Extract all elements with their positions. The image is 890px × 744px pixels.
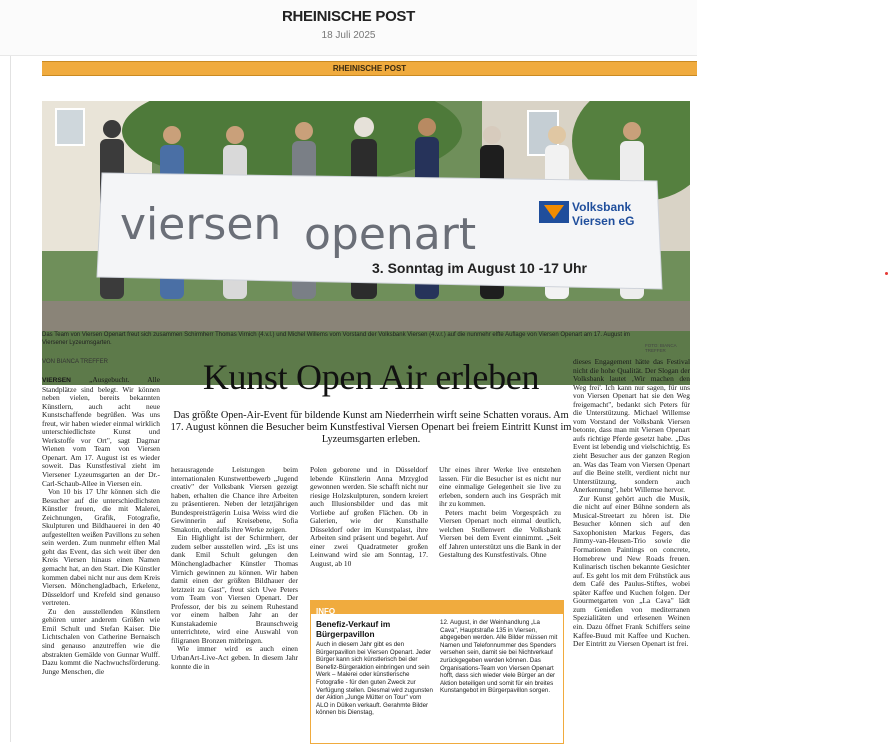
sponsor-line-1: Volksbank bbox=[572, 200, 632, 214]
paragraph: Ein Highlight ist der Schirmherr, der zudem selber ausstellen wird. „Es ist uns dank Emil Schult gelungen den Mönchengladbacher Künstler Thomas Virnich gewinnen zu können. Wir haben damit einen der größten Bildhauer der letztzeit zu Gast", freut sich Uwe Peters vom Team von Viersen Openart. Der Professor, der bis zu seinem Ruhestand vor einem halben Jahr an der Kunstakademie Braunschweig unterrichtete, wird eine Auswahl von filigranen Bronzen mitbringen. bbox=[171, 533, 298, 645]
section-banner-label: RHEINISCHE POST bbox=[332, 64, 407, 73]
newspaper-page bbox=[10, 56, 697, 742]
masthead[interactable]: RHEINISCHE POST bbox=[281, 8, 416, 25]
article-column-1: VIERSEN „Ausgebucht. Alle Standplätze sind belegt. Wir können neben vielen, bereits bekannten Künstlern, auch acht neue Kunstschaffende begrüßen. Was uns freut, wir haben wieder einmal wirklich unterschiedlichste Kunst und Werkstoffe vor Ort", sagt Dagmar Wienen vom Team von Viersen Openart. Am 17. August ist es wieder soweit. Das Kunstfestival zieht im Viersener Lyzeumsgarten an der Dr.-Carl-Schaub-Allee in Viersen ein. Von 10 bis 17 Uhr können sich die Besucher auf die unterschiedlichsten Künstler freuen, die mit Malerei, Zeichnungen, Grafik, Fotografie, Skulpturen und Bildhauerei in den 40 aufgestellten weißen Pavillons zu sehen sein werden. Zum nunmehr elften Mal geht das Event, das sich weit über den Kreis Viersen hinaus einen Namen gemacht hat, an den Start. Die Künstler kommen dabei nicht nur aus dem Kreis Viersen. Mönchengladbach, Erkelenz, Düsseldorf und Krefeld sind genauso vertreten. Zu den ausstellenden Künstlern gehören unter anderem Größen wie Emil Schult und Stefan Kaiser. Die Lichtschalen von Catherine Bernaisch sind genauso anzutreffen wie die abstrakten Gemälde von Gunnar Wulff. Dazu kommt die Nachwuchsförderung. Junge Menschen, die bbox=[42, 376, 160, 676]
paragraph: Peters macht beim Vorgespräch zu Viersen Openart noch einmal deutlich, welchen Stellenwert die Volksbank Viersen bei dem Event einnimmt. „Seit elf Jahren unterstützt uns die Bank in der Gestaltung des Kunstfestivals. Ohne bbox=[439, 507, 561, 560]
paragraph: Zu den ausstellenden Künstlern gehören unter anderem Größen wie Emil Schult und Stefan Kaiser. Die Lichtschalen von Catherine Bernaisch sind genauso anzutreffen wie die abstrakten Gemälde von Gunnar Wulff. Dazu kommt die Nachwuchsförderung. Junge Menschen, die bbox=[42, 606, 160, 676]
article-teaser: Das größte Open-Air-Event für bildende Kunst am Niederrhein wirft seine Schatten voraus. Am 17. August können die Besucher beim Kunstfestival Viersen Openart bei freiem Eintritt Kunst im Lyzeumsgarten erleben. bbox=[170, 410, 572, 445]
photo-credit: FOTO: BIANCA TREFFER bbox=[645, 343, 677, 353]
paragraph: Von 10 bis 17 Uhr können sich die Besucher auf die unterschiedlichsten Künstler freuen, die mit Malerei, Zeichnungen, Grafik, Fotografie, Skulpturen und Bildhauerei in den 40 aufgestellten weißen Pavillons zu sehen sein werden. Zum nunmehr elften Mal geht das Event, das sich weit über den Kreis Viersen hinaus einen Namen gemacht hat, an den Start. Die Künstler kommen dabei nicht nur aus dem Kreis Viersen. Mönchengladbach, Erkelenz, Düsseldorf und Krefeld sind genauso vertreten. bbox=[42, 487, 160, 608]
paragraph: Wie immer wird es auch einen UrbanArt-Live-Act geben. In diesem Jahr konnte die in bbox=[171, 644, 298, 671]
paragraph: herausragende Leistungen beim internationalen Kunstwettbewerb „Jugend creativ" der Volksbank Viersen gezeigt haben, erhalten die Chance ihre Arbeiten zu präsentieren. Neben der letztjährigen Bundespreisträgerin Luisa Weiss wird die Gewinnerin auf Kreisebene, Sofia Smakotin, ebenfalls ihre Werke zeigen. bbox=[171, 466, 298, 534]
banner-word-2: openart bbox=[304, 209, 477, 260]
paragraph: dieses Engagement hätte das Festival nicht die hohe Qualität. Der Slogan der Volksbank lautet ‚Wir machen den Weg frei'. Ich kann nur sagen, für uns von Viersen Openart hat sie den Weg freigemacht", bedankt sich Peters für die Unterstützung. Michael Willemse vom Vorstand der Volksbank Viersen betonte, dass man mit Viersen Openart aufs richtige Pferde gesetzt habe. „Das Event ist lebendig und vielschichtig. Es zieht Besucher aus der ganzen Region an. Was das Team von Viersen Openart auf die Beine stellt, verdient nicht nur Unterstützung, sondern auch Anerkennung", hebt Willemse hervor. bbox=[573, 358, 690, 495]
article-column-2 bbox=[171, 466, 298, 742]
article-column-3 bbox=[310, 466, 428, 596]
banner-date-line: 3. Sonntag im August 10 -17 Uhr bbox=[372, 260, 587, 276]
banner-word-1: viersen bbox=[120, 199, 282, 250]
dateline: VIERSEN bbox=[42, 377, 71, 384]
paragraph: Polen geborene und in Düsseldorf lebende Künstlerin Anna Mrzyglod gewonnen werden. Sie schafft nicht nur riesige Holzskulpturen, sondern kreiert auch Illusionsbilder und das mit Vorliebe auf großen Flächen. Ob in Galerien, wie der Kunsthalle Düsseldorf oder im Kunstpalast, ihre Arbeiten sind präsent und begehrt. Auf einer zwei Quadratmeter großen Leinwand wird sie am Sonntag, 17. August, ab 10 bbox=[310, 466, 428, 569]
red-marker-icon bbox=[885, 272, 888, 275]
issue-date: 18 Juli 2025 bbox=[321, 30, 376, 41]
photo-illustration bbox=[42, 101, 690, 331]
byline: VON BIANCA TREFFER bbox=[42, 359, 108, 365]
sponsor-line-2: Viersen eG bbox=[572, 214, 635, 228]
article-column-4 bbox=[439, 466, 561, 596]
paragraph: Uhr eines ihrer Werke live entstehen lassen. Für die Besucher ist es nicht nur eine einmalige Gelegenheit sie live zu erleben, sondern auch ins Gespräch mit ihr zu kommen. bbox=[439, 466, 561, 509]
reader-topbar bbox=[0, 0, 697, 56]
article-column-5 bbox=[573, 358, 690, 742]
paragraph: Zur Kunst gehört auch die Musik, die nicht auf einer Bühne sondern als Musical-Streetart zu hören ist. Die Besucher können sich auf den Saxophonisten Markus Fegers, das Jimmy-van-Heusen-Trio sowie die Formationen Paintings on concrete, Homebrew und New Roads freuen. Kulinarisch tischen bekannte Gesichter auf. Es geht los mit dem Frühstück aus dem Café des Paulus-Stiftes, wobei später Kaffee und Kuchen folgen. Der Gourmetgarten von „La Cava" lädt zum Genießen von mediterranen Spezialitäten und erlesenen Weinen ein. Dazu öffnet Frank Schiffers seine Kaffee-Buud mit Kaffee und Kuchen. Der Eintritt zu Viersen Openart ist frei. bbox=[573, 493, 690, 649]
info-box-header bbox=[311, 601, 563, 614]
info-box bbox=[310, 600, 564, 744]
info-text-right: 12. August, in der Weinhandlung „La Cava", Hauptstraße 135 in Viersen, abgegeben werden. Alle Bilder müssen mit Namen und Telefonnummer des Spenders versehen sein, damit sie bei Nichtverkauf zurückgegeben werden können. Das Organisations-Team von Viersen Openart hofft, dass sich wieder viele Bürger an der Aktion beteiligen und somit für ein breites Kunstangebot im Bürgerpavillon sorgen. bbox=[440, 619, 558, 695]
section-banner bbox=[42, 61, 697, 76]
photo-caption: Das Team von Viersen Openart freut sich zusammen Schirmherr Thomas Virnich (4.v.l.) und Michel Willems vom Vorstand der Volksbank Viersen (4.v.r.) auf die nunmehr elfte Auflage von Viersen Openart am 17. August im Viersener Lyzeumsgarten. bbox=[42, 332, 631, 346]
info-text-left: Auch in diesem Jahr gibt es den Bürgerpavillon bei Viersen Openart. Jeder Bürger kann sich künstlerisch bei der Benefiz-Bürgeraktion einbringen und sein Werk – Malerei oder künstlerische Fotografie - für den guten Zweck zur Verfügung stellen. Diesmal wird zugunsten der Aktion „Junge Mütter on Tour" vom ALO in Dülken verkauft. Gerahmte Bilder können bis Dienstag, bbox=[316, 641, 433, 717]
info-title: Benefiz-Verkauf im Bürgerpavillon bbox=[316, 619, 391, 639]
info-label: INFO bbox=[316, 607, 336, 616]
article-headline[interactable]: Kunst Open Air erleben bbox=[202, 357, 540, 397]
